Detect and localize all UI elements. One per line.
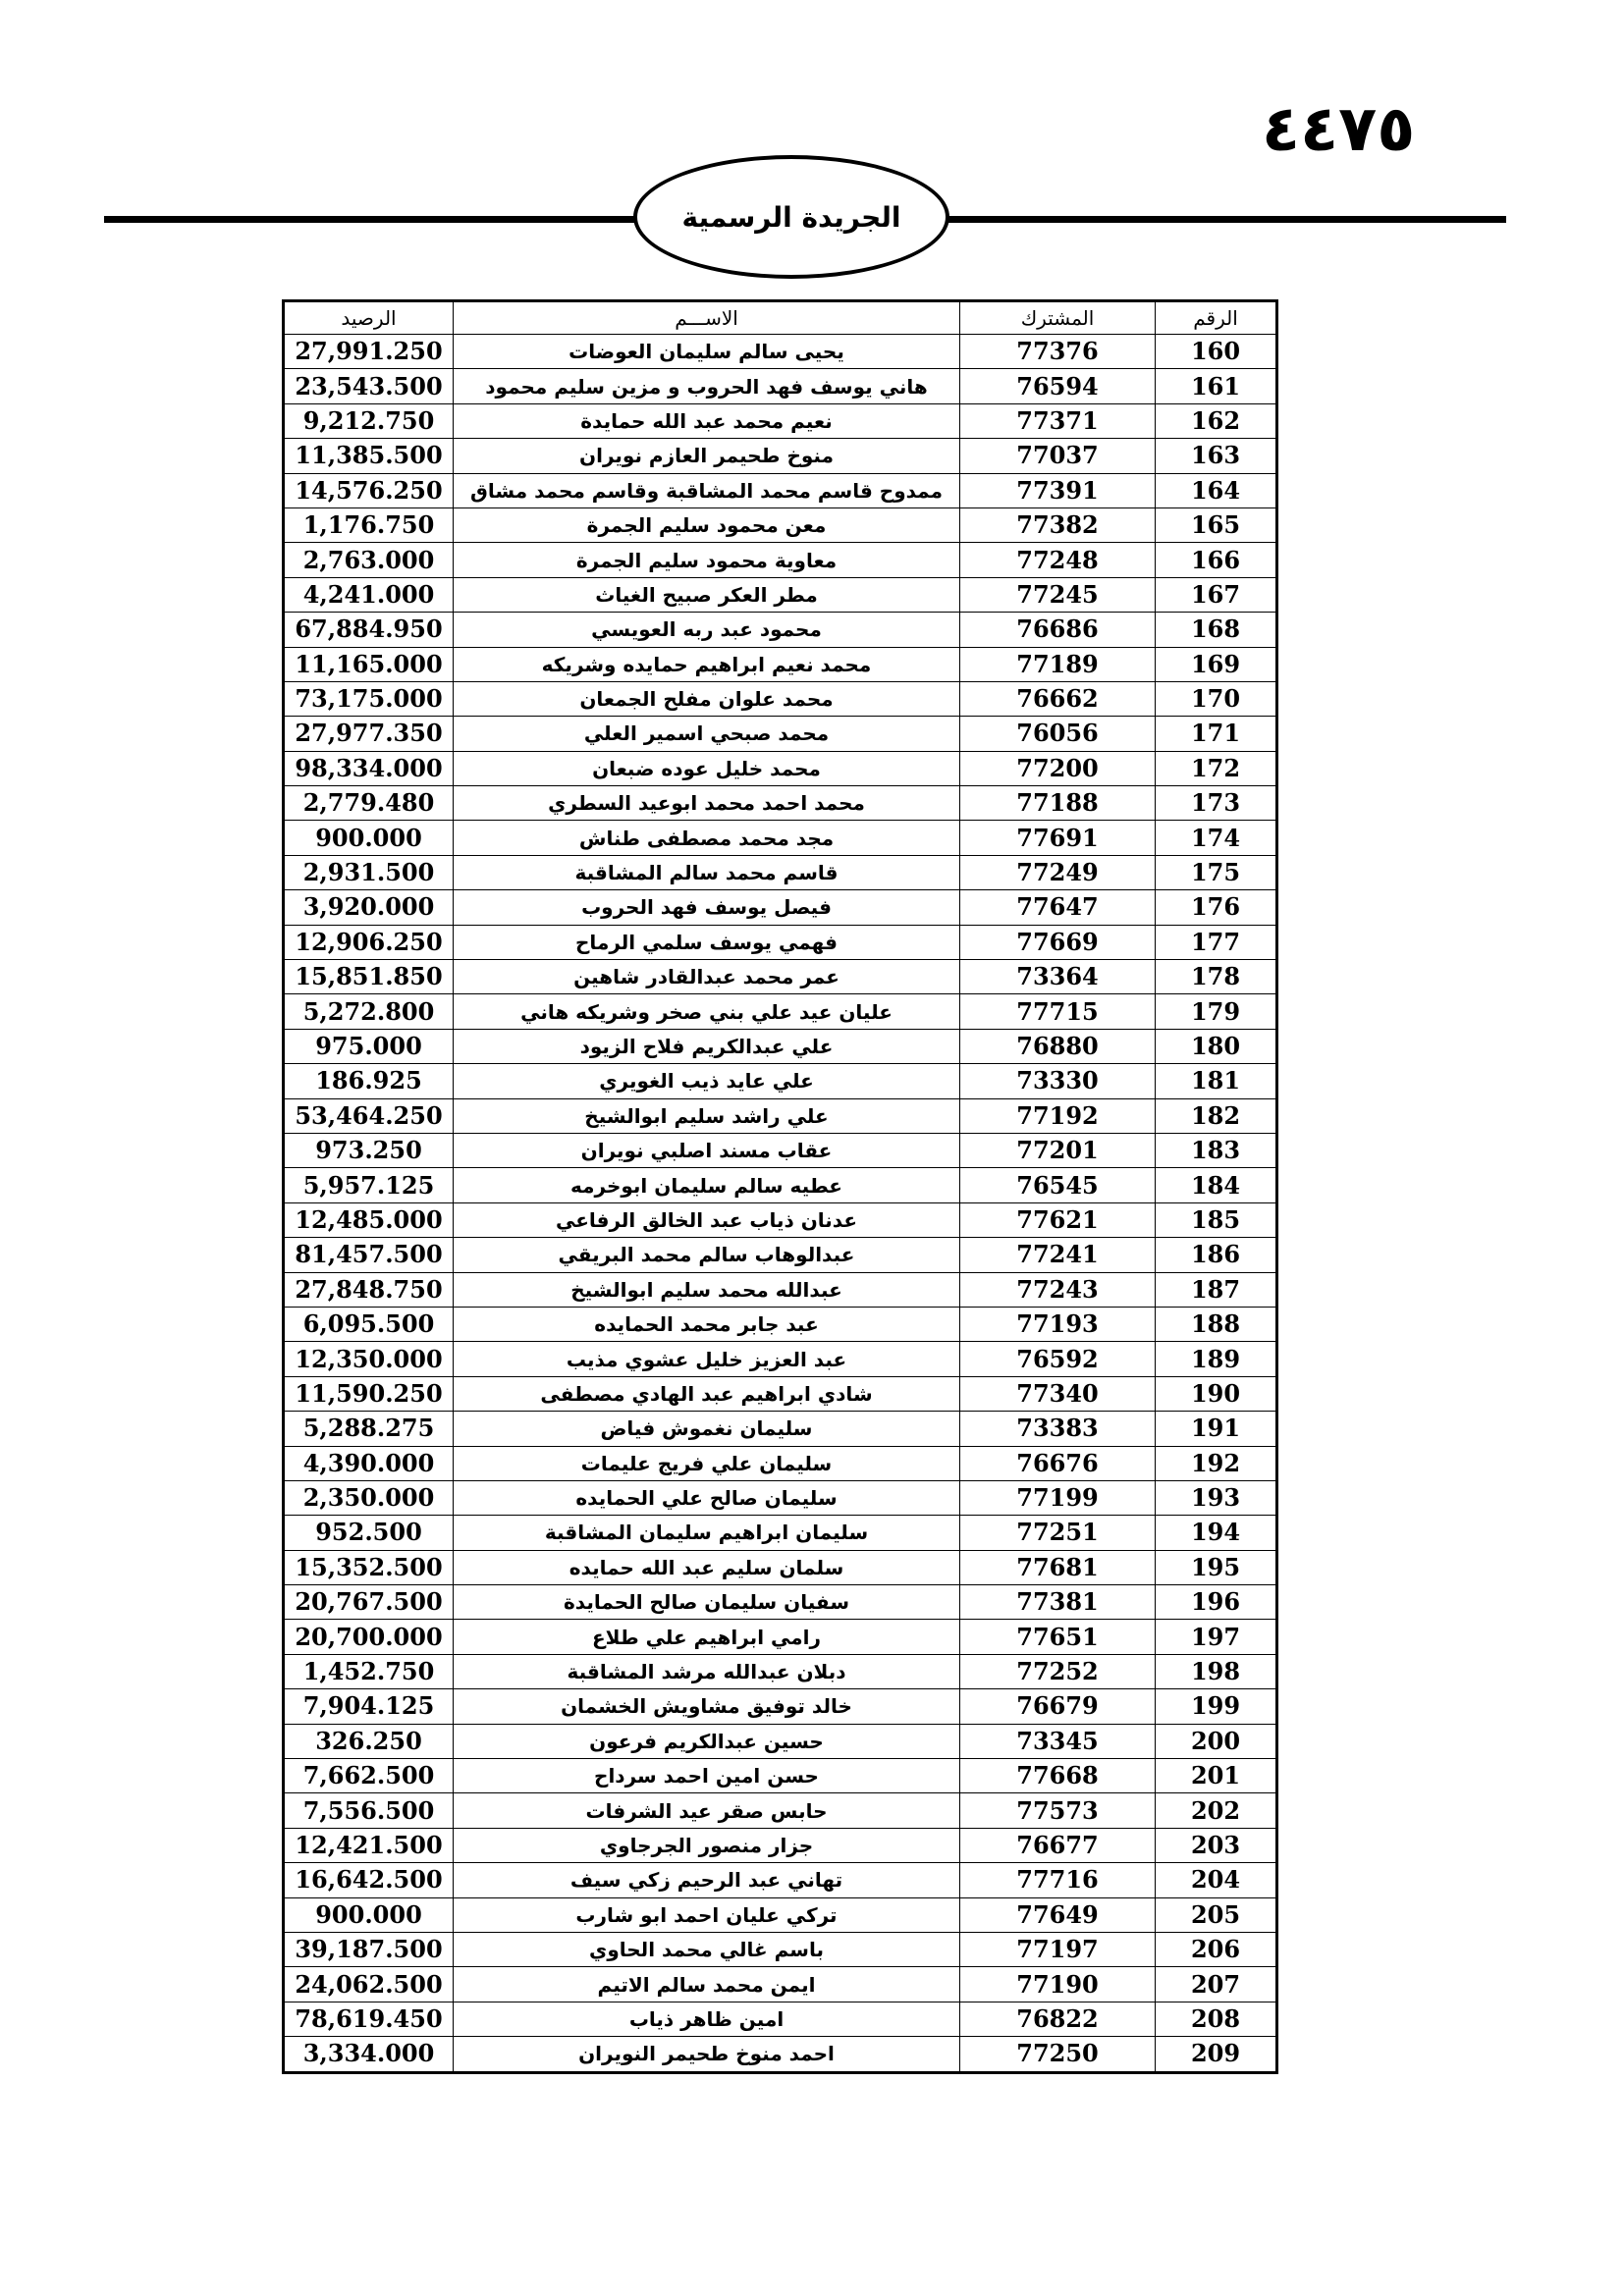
row-number: 194 <box>1156 1516 1277 1550</box>
row-number: 202 <box>1156 1793 1277 1828</box>
row-name: يحيى سالم سليمان العوضات <box>454 335 960 369</box>
table-row <box>284 507 1277 542</box>
row-name: حابس صقر عيد الشرفات <box>454 1793 960 1828</box>
row-number: 209 <box>1156 2037 1277 2072</box>
row-name: سفيان سليمان صالح الحمايدة <box>454 1585 960 1620</box>
row-balance: 27,848.750 <box>284 1272 454 1307</box>
row-subscriber: 77715 <box>960 994 1156 1029</box>
row-balance: 39,187.500 <box>284 1932 454 1966</box>
table-row <box>284 1585 1277 1620</box>
row-name: باسم غالي محمد الحاوي <box>454 1932 960 1966</box>
row-subscriber: 77199 <box>960 1480 1156 1515</box>
row-name: عطيه سالم سليمان ابوخرمه <box>454 1168 960 1202</box>
row-subscriber: 77201 <box>960 1133 1156 1167</box>
row-number: 190 <box>1156 1376 1277 1411</box>
row-balance: 973.250 <box>284 1133 454 1167</box>
row-balance: 975.000 <box>284 1029 454 1063</box>
row-number: 181 <box>1156 1064 1277 1098</box>
row-balance: 2,763.000 <box>284 543 454 577</box>
row-number: 163 <box>1156 439 1277 473</box>
row-name: احمد منوخ طحيمر النويران <box>454 2037 960 2072</box>
row-name: معن محمود سليم الجمرة <box>454 507 960 542</box>
row-number: 160 <box>1156 335 1277 369</box>
row-name: ايمن محمد سالم الاتيم <box>454 1967 960 2002</box>
row-number: 193 <box>1156 1480 1277 1515</box>
row-subscriber: 76677 <box>960 1828 1156 1862</box>
row-subscriber: 76686 <box>960 613 1156 647</box>
row-subscriber: 76594 <box>960 369 1156 403</box>
row-name: دبلان عبدالله مرشد المشاقبة <box>454 1654 960 1688</box>
row-name: عدنان ذياب عبد الخالق الرفاعي <box>454 1202 960 1237</box>
row-number: 173 <box>1156 786 1277 821</box>
table-row <box>284 369 1277 403</box>
table-row <box>284 2037 1277 2072</box>
row-name: سليمان صالح علي الحمايده <box>454 1480 960 1515</box>
row-subscriber: 77243 <box>960 1272 1156 1307</box>
row-balance: 12,350.000 <box>284 1342 454 1376</box>
subscribers-table-wrapper <box>282 299 1275 2074</box>
row-number: 189 <box>1156 1342 1277 1376</box>
row-balance: 12,906.250 <box>284 925 454 959</box>
table-row <box>284 335 1277 369</box>
table-row <box>284 403 1277 438</box>
row-balance: 24,062.500 <box>284 1967 454 2002</box>
row-number: 164 <box>1156 473 1277 507</box>
table-row <box>284 1828 1277 1862</box>
row-subscriber: 76592 <box>960 1342 1156 1376</box>
row-balance: 12,421.500 <box>284 1828 454 1862</box>
table-row <box>284 925 1277 959</box>
row-name: عبدالوهاب سالم محمد البريقي <box>454 1238 960 1272</box>
row-balance: 73,175.000 <box>284 681 454 716</box>
row-balance: 4,241.000 <box>284 577 454 612</box>
row-name: عبدالله محمد سليم ابوالشيخ <box>454 1272 960 1307</box>
table-row <box>284 786 1277 821</box>
table-row <box>284 647 1277 681</box>
row-name: شادي ابراهيم عبد الهادي مصطفى <box>454 1376 960 1411</box>
row-subscriber: 73364 <box>960 960 1156 994</box>
table-body <box>284 335 1277 2073</box>
row-number: 178 <box>1156 960 1277 994</box>
row-subscriber: 77190 <box>960 1967 1156 2002</box>
table-row <box>284 1307 1277 1341</box>
row-balance: 53,464.250 <box>284 1098 454 1133</box>
page-number: ٤٤٧٥ <box>1262 93 1416 166</box>
row-balance: 5,288.275 <box>284 1412 454 1446</box>
row-name: سلمان سليم عبد الله حمايده <box>454 1550 960 1584</box>
row-number: 166 <box>1156 543 1277 577</box>
table-row <box>284 1932 1277 1966</box>
row-subscriber: 77193 <box>960 1307 1156 1341</box>
row-number: 174 <box>1156 821 1277 855</box>
table-row <box>284 1480 1277 1515</box>
row-balance: 16,642.500 <box>284 1863 454 1897</box>
row-balance: 5,957.125 <box>284 1168 454 1202</box>
row-subscriber: 77376 <box>960 335 1156 369</box>
row-number: 197 <box>1156 1620 1277 1654</box>
header-title-oval <box>633 155 949 279</box>
table-row <box>284 855 1277 889</box>
row-subscriber: 76545 <box>960 1168 1156 1202</box>
row-name: معاوية محمود سليم الجمرة <box>454 543 960 577</box>
table-row <box>284 1724 1277 1758</box>
row-number: 191 <box>1156 1412 1277 1446</box>
row-number: 180 <box>1156 1029 1277 1063</box>
row-subscriber: 77647 <box>960 890 1156 925</box>
row-number: 183 <box>1156 1133 1277 1167</box>
row-balance: 2,931.500 <box>284 855 454 889</box>
row-number: 192 <box>1156 1446 1277 1480</box>
row-subscriber: 77188 <box>960 786 1156 821</box>
row-balance: 7,556.500 <box>284 1793 454 1828</box>
row-balance: 2,350.000 <box>284 1480 454 1515</box>
row-balance: 1,176.750 <box>284 507 454 542</box>
row-number: 208 <box>1156 2002 1277 2036</box>
row-name: محمود عبد ربه العويسي <box>454 613 960 647</box>
row-subscriber: 77371 <box>960 403 1156 438</box>
row-name: محمد احمد محمد ابوعيد السطري <box>454 786 960 821</box>
table-row <box>284 681 1277 716</box>
row-balance: 1,452.750 <box>284 1654 454 1688</box>
row-name: محمد علوان مفلح الجمعان <box>454 681 960 716</box>
row-number: 169 <box>1156 647 1277 681</box>
header-number: الرقم <box>1156 301 1277 335</box>
row-name: علي راشد سليم ابوالشيخ <box>454 1098 960 1133</box>
row-balance: 3,920.000 <box>284 890 454 925</box>
row-balance: 900.000 <box>284 821 454 855</box>
row-subscriber: 77037 <box>960 439 1156 473</box>
row-number: 165 <box>1156 507 1277 542</box>
row-balance: 2,779.480 <box>284 786 454 821</box>
row-subscriber: 77189 <box>960 647 1156 681</box>
row-number: 161 <box>1156 369 1277 403</box>
header-title: الجريدة الرسمية <box>681 200 901 234</box>
row-balance: 20,700.000 <box>284 1620 454 1654</box>
row-balance: 14,576.250 <box>284 473 454 507</box>
row-name: محمد نعيم ابراهيم حمايده وشريكه <box>454 647 960 681</box>
row-balance: 11,385.500 <box>284 439 454 473</box>
row-number: 206 <box>1156 1932 1277 1966</box>
row-subscriber: 76822 <box>960 2002 1156 2036</box>
row-name: جزار منصور الجرجاوي <box>454 1828 960 1862</box>
row-name: حسين عبدالكريم فرعون <box>454 1724 960 1758</box>
row-name: تهاني عبد الرحيم زكي سيف <box>454 1863 960 1897</box>
table-row <box>284 717 1277 751</box>
row-balance: 186.925 <box>284 1064 454 1098</box>
row-subscriber: 77681 <box>960 1550 1156 1584</box>
header-name: الاســـم <box>454 301 960 335</box>
table-row <box>284 1064 1277 1098</box>
row-name: ممدوح قاسم محمد المشاقبة وقاسم محمد مشاق <box>454 473 960 507</box>
row-subscriber: 73345 <box>960 1724 1156 1758</box>
row-number: 175 <box>1156 855 1277 889</box>
row-name: عليان عيد علي بني صخر وشريكه هاني <box>454 994 960 1029</box>
row-balance: 20,767.500 <box>284 1585 454 1620</box>
row-name: عقاب مسند اصلبي نويران <box>454 1133 960 1167</box>
row-name: عبد جابر محمد الحمايده <box>454 1307 960 1341</box>
row-number: 204 <box>1156 1863 1277 1897</box>
row-number: 168 <box>1156 613 1277 647</box>
row-subscriber: 77621 <box>960 1202 1156 1237</box>
row-number: 162 <box>1156 403 1277 438</box>
row-name: نعيم محمد عبد الله حمايدة <box>454 403 960 438</box>
row-subscriber: 77252 <box>960 1654 1156 1688</box>
subscribers-table <box>282 299 1278 2074</box>
row-name: خالد توفيق مشاويش الخشمان <box>454 1689 960 1724</box>
row-subscriber: 77651 <box>960 1620 1156 1654</box>
row-balance: 27,977.350 <box>284 717 454 751</box>
table-row <box>284 439 1277 473</box>
row-number: 207 <box>1156 1967 1277 2002</box>
table-row <box>284 577 1277 612</box>
row-name: محمد صبحي اسمير العلي <box>454 717 960 751</box>
row-balance: 12,485.000 <box>284 1202 454 1237</box>
table-row <box>284 1029 1277 1063</box>
row-balance: 67,884.950 <box>284 613 454 647</box>
table-row <box>284 1863 1277 1897</box>
row-subscriber: 77691 <box>960 821 1156 855</box>
row-balance: 78,619.450 <box>284 2002 454 2036</box>
table-row <box>284 1168 1277 1202</box>
row-name: علي عبدالكريم فلاح الزيود <box>454 1029 960 1063</box>
row-subscriber: 77200 <box>960 751 1156 785</box>
row-name: عبد العزيز خليل عشوي مذيب <box>454 1342 960 1376</box>
table-row <box>284 1376 1277 1411</box>
row-name: عمر محمد عبدالقادر شاهين <box>454 960 960 994</box>
row-number: 184 <box>1156 1168 1277 1202</box>
table-row <box>284 1272 1277 1307</box>
table-row <box>284 1238 1277 1272</box>
table-row <box>284 543 1277 577</box>
row-balance: 23,543.500 <box>284 369 454 403</box>
table-row <box>284 1967 1277 2002</box>
row-number: 170 <box>1156 681 1277 716</box>
row-number: 195 <box>1156 1550 1277 1584</box>
row-name: مجد محمد مصطفى طناش <box>454 821 960 855</box>
row-subscriber: 77248 <box>960 543 1156 577</box>
table-row <box>284 1412 1277 1446</box>
row-subscriber: 77668 <box>960 1759 1156 1793</box>
row-name: قاسم محمد سالم المشاقبة <box>454 855 960 889</box>
row-name: علي عايد ذيب الغويري <box>454 1064 960 1098</box>
table-row <box>284 1516 1277 1550</box>
table-row <box>284 1202 1277 1237</box>
row-number: 205 <box>1156 1897 1277 1932</box>
table-row <box>284 960 1277 994</box>
row-balance: 81,457.500 <box>284 1238 454 1272</box>
row-balance: 7,662.500 <box>284 1759 454 1793</box>
row-name: مطر العكر صبيح الغياث <box>454 577 960 612</box>
row-subscriber: 76662 <box>960 681 1156 716</box>
table-header-row <box>284 301 1277 335</box>
table-row <box>284 1620 1277 1654</box>
row-subscriber: 76880 <box>960 1029 1156 1063</box>
table-row <box>284 1654 1277 1688</box>
row-number: 196 <box>1156 1585 1277 1620</box>
row-subscriber: 76679 <box>960 1689 1156 1724</box>
row-number: 179 <box>1156 994 1277 1029</box>
row-balance: 11,165.000 <box>284 647 454 681</box>
row-subscriber: 77573 <box>960 1793 1156 1828</box>
table-row <box>284 613 1277 647</box>
row-balance: 9,212.750 <box>284 403 454 438</box>
row-subscriber: 73383 <box>960 1412 1156 1446</box>
table-row <box>284 1759 1277 1793</box>
row-balance: 15,352.500 <box>284 1550 454 1584</box>
row-balance: 15,851.850 <box>284 960 454 994</box>
table-row <box>284 751 1277 785</box>
row-name: امين ظاهر ذياب <box>454 2002 960 2036</box>
row-balance: 952.500 <box>284 1516 454 1550</box>
row-subscriber: 77716 <box>960 1863 1156 1897</box>
row-balance: 98,334.000 <box>284 751 454 785</box>
row-balance: 6,095.500 <box>284 1307 454 1341</box>
row-balance: 326.250 <box>284 1724 454 1758</box>
table-row <box>284 1550 1277 1584</box>
row-name: سليمان ابراهيم سليمان المشاقبة <box>454 1516 960 1550</box>
row-number: 177 <box>1156 925 1277 959</box>
row-name: منوخ طحيمر العازم نويران <box>454 439 960 473</box>
row-number: 185 <box>1156 1202 1277 1237</box>
row-subscriber: 76056 <box>960 717 1156 751</box>
row-subscriber: 77669 <box>960 925 1156 959</box>
row-name: تركي عليان احمد ابو شارب <box>454 1897 960 1932</box>
row-subscriber: 76676 <box>960 1446 1156 1480</box>
row-subscriber: 77381 <box>960 1585 1156 1620</box>
row-name: هاني يوسف فهد الحروب و مزين سليم محمود <box>454 369 960 403</box>
row-number: 176 <box>1156 890 1277 925</box>
row-number: 199 <box>1156 1689 1277 1724</box>
table-row <box>284 821 1277 855</box>
row-number: 203 <box>1156 1828 1277 1862</box>
row-name: فهمي يوسف سلمي الرماح <box>454 925 960 959</box>
row-number: 167 <box>1156 577 1277 612</box>
row-number: 188 <box>1156 1307 1277 1341</box>
row-subscriber: 77382 <box>960 507 1156 542</box>
row-name: محمد خليل عوده ضبعان <box>454 751 960 785</box>
row-subscriber: 73330 <box>960 1064 1156 1098</box>
row-number: 200 <box>1156 1724 1277 1758</box>
row-balance: 11,590.250 <box>284 1376 454 1411</box>
table-row <box>284 1133 1277 1167</box>
table-row <box>284 1689 1277 1724</box>
table-row <box>284 1446 1277 1480</box>
row-subscriber: 77245 <box>960 577 1156 612</box>
row-subscriber: 77250 <box>960 2037 1156 2072</box>
row-name: رامي ابراهيم علي طلاع <box>454 1620 960 1654</box>
row-balance: 7,904.125 <box>284 1689 454 1724</box>
row-name: حسن امين احمد سرداح <box>454 1759 960 1793</box>
row-name: فيصل يوسف فهد الحروب <box>454 890 960 925</box>
row-subscriber: 77197 <box>960 1932 1156 1966</box>
row-number: 198 <box>1156 1654 1277 1688</box>
table-row <box>284 994 1277 1029</box>
row-balance: 5,272.800 <box>284 994 454 1029</box>
row-balance: 4,390.000 <box>284 1446 454 1480</box>
table-row <box>284 890 1277 925</box>
row-subscriber: 77340 <box>960 1376 1156 1411</box>
table-row <box>284 1342 1277 1376</box>
table-row <box>284 1793 1277 1828</box>
header-balance: الرصيد <box>284 301 454 335</box>
row-balance: 900.000 <box>284 1897 454 1932</box>
table-row <box>284 1897 1277 1932</box>
row-number: 187 <box>1156 1272 1277 1307</box>
header-subscriber: المشترك <box>960 301 1156 335</box>
row-number: 171 <box>1156 717 1277 751</box>
row-name: سليمان علي فريج عليمات <box>454 1446 960 1480</box>
row-subscriber: 77249 <box>960 855 1156 889</box>
row-number: 172 <box>1156 751 1277 785</box>
row-subscriber: 77391 <box>960 473 1156 507</box>
row-number: 182 <box>1156 1098 1277 1133</box>
row-subscriber: 77192 <box>960 1098 1156 1133</box>
row-number: 201 <box>1156 1759 1277 1793</box>
row-subscriber: 77251 <box>960 1516 1156 1550</box>
row-subscriber: 77241 <box>960 1238 1156 1272</box>
row-balance: 27,991.250 <box>284 335 454 369</box>
row-subscriber: 77649 <box>960 1897 1156 1932</box>
table-row <box>284 2002 1277 2036</box>
row-name: سليمان نغموش فياض <box>454 1412 960 1446</box>
table-row <box>284 1098 1277 1133</box>
row-balance: 3,334.000 <box>284 2037 454 2072</box>
row-number: 186 <box>1156 1238 1277 1272</box>
table-row <box>284 473 1277 507</box>
